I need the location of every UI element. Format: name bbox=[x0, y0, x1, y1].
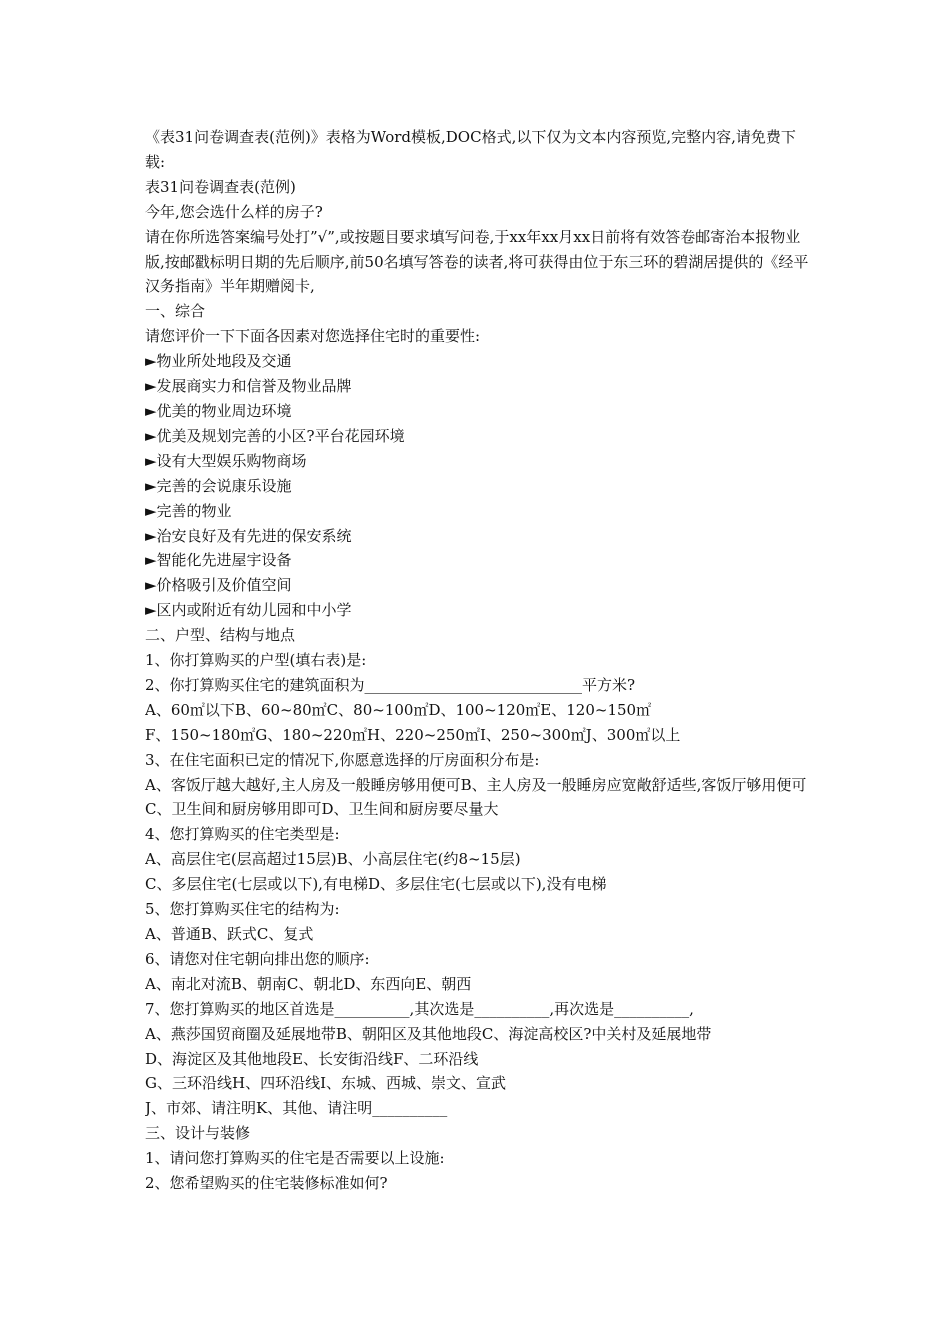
text-line: A、客饭厅越大越好,主人房及一般睡房够用便可B、主人房及一般睡房应宽敞舒适些,客饭厅够用便可 bbox=[145, 775, 807, 794]
text-line: 今年,您会选什么样的房子? bbox=[145, 202, 323, 221]
text-line: 3、在住宅面积已定的情况下,你愿意选择的厅房面积分布是: bbox=[145, 750, 540, 769]
text-line: 一、综合 bbox=[145, 302, 206, 321]
text-line: F、150~180㎡G、180~220㎡H、220~250㎡I、250~300㎡J、300㎡以上 bbox=[145, 725, 681, 744]
text-line: ►优美及规划完善的小区?平台花园环境 bbox=[145, 426, 405, 445]
text-line: 《表31问卷调查表(范例)》表格为Word模板,DOC格式,以下仅为文本内容预览,完整内容,请免费下载: bbox=[145, 128, 796, 171]
text-line: ►治安良好及有先进的保安系统 bbox=[145, 526, 352, 545]
text-line: ►优美的物业周边环境 bbox=[145, 401, 292, 420]
text-line: ►价格吸引及价值空间 bbox=[145, 576, 292, 595]
text-line: 二、户型、结构与地点 bbox=[145, 626, 296, 645]
text-line: A、南北对流B、朝南C、朝北D、东西向E、朝西 bbox=[145, 974, 472, 993]
text-line: 表31问卷调查表(范例) bbox=[145, 177, 296, 196]
text-line: ►物业所处地段及交通 bbox=[145, 352, 292, 371]
text-line: ►发展商实力和信誉及物业品牌 bbox=[145, 377, 352, 396]
text-line: C、多层住宅(七层或以下),有电梯D、多层住宅(七层或以下),没有电梯 bbox=[145, 875, 607, 894]
text-line: C、卫生间和厨房够用即可D、卫生间和厨房要尽量大 bbox=[145, 800, 499, 819]
text-line: G、三环沿线H、四环沿线I、东城、西城、崇文、宣武 bbox=[145, 1074, 506, 1093]
text-line: A、普通B、跃式C、复式 bbox=[145, 925, 314, 943]
text-line: D、海淀区及其他地段E、长安街沿线F、二环沿线 bbox=[145, 1049, 479, 1068]
text-line: ►智能化先进屋宇设备 bbox=[145, 551, 292, 570]
text-line: 2、你打算购买住宅的建筑面积为_____________________________平方米? bbox=[145, 675, 636, 694]
text-line: 2、您希望购买的住宅装修标准如何? bbox=[145, 1174, 388, 1193]
text-line: 1、你打算购买的户型(填右表)是: bbox=[145, 651, 367, 670]
text-line: ►设有大型娱乐购物商场 bbox=[145, 451, 307, 470]
text-line: 5、您打算购买住宅的结构为: bbox=[145, 900, 340, 919]
text-line: A、高层住宅(层高超过15层)B、小高层住宅(约8~15层) bbox=[145, 850, 521, 869]
text-line: 6、请您对住宅朝向排出您的顺序: bbox=[145, 949, 370, 968]
text-line: 请您评价一下下面各因素对您选择住宅时的重要性: bbox=[145, 327, 481, 346]
text-line: ►完善的物业 bbox=[145, 501, 232, 520]
text-line: A、60㎡以下B、60~80㎡C、80~100㎡D、100~120㎡E、120~150㎡ bbox=[145, 700, 652, 719]
text-line: ►区内或附近有幼儿园和中小学 bbox=[145, 601, 352, 620]
document-body bbox=[145, 125, 810, 1196]
text-line: ►完善的会说康乐设施 bbox=[145, 476, 292, 495]
text-line: 4、您打算购买的住宅类型是: bbox=[145, 825, 340, 844]
text-line: 1、请问您打算购买的住宅是否需要以上设施: bbox=[145, 1149, 445, 1168]
text-line: 7、您打算购买的地区首选是__________,其次选是__________,再次选是__________, bbox=[145, 999, 694, 1018]
text-line: J、市郊、请注明K、其他、请注明__________ bbox=[145, 1099, 448, 1118]
text-line: 三、设计与装修 bbox=[145, 1124, 251, 1143]
text-line: 请在你所选答案编号处打”√”,或按题目要求填写问卷,于xx年xx月xx日前将有效答卷邮寄治本报物业版,按邮戳标明日期的先后顺序,前50名填写答卷的读者,将可获得由位于东三环的碧湖居提供的《经平汉务指南》半年期赠阅卡, bbox=[145, 227, 809, 296]
text-line: A、燕莎国贸商圈及延展地带B、朝阳区及其他地段C、海淀高校区?中关村及延展地带 bbox=[145, 1024, 712, 1043]
